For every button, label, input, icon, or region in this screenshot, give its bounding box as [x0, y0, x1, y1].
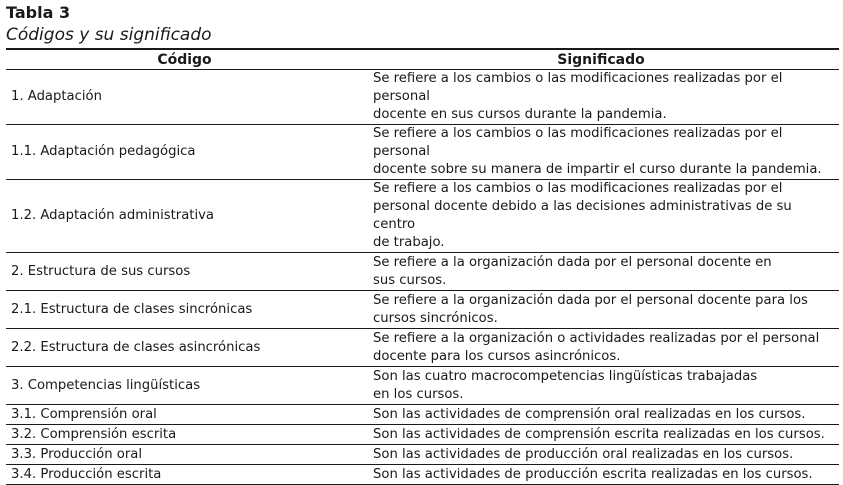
code-cell: 3.1. Comprensión oral: [6, 405, 363, 425]
code-cell: 2.1. Estructura de clases sincrónicas: [6, 291, 363, 329]
meaning-line: docente para los cursos asincrónicos.: [373, 348, 621, 364]
code-cell: 3.4. Producción escrita: [6, 465, 363, 485]
code-cell: 1.1. Adaptación pedagógica: [6, 125, 363, 180]
table-row: [6, 70, 839, 125]
meaning-cell: [363, 291, 839, 329]
meaning-line: cursos sincrónicos.: [373, 310, 498, 326]
table-row: [6, 367, 839, 405]
meaning-cell: [363, 465, 839, 485]
meaning-line: sus cursos.: [373, 272, 447, 288]
table-body: [6, 70, 839, 485]
meaning-cell: [363, 329, 839, 367]
meaning-line: Son las actividades de comprensión escrita realizadas en los cursos.: [373, 426, 825, 442]
header-row: [6, 49, 839, 70]
code-cell: 2.2. Estructura de clases asincrónicas: [6, 329, 363, 367]
meaning-line: Se refiere a la organización o actividades realizadas por el personal: [373, 330, 820, 346]
table-caption: Códigos y su significado: [6, 25, 212, 45]
meaning-line: Se refiere a los cambios o las modificaciones realizadas por el personal: [373, 126, 783, 159]
meaning-line: Son las cuatro macrocompetencias lingüísticas trabajadas: [373, 368, 758, 384]
meaning-cell: [363, 70, 839, 125]
meaning-line: personal docente debido a las decisiones administrativas de su centro: [373, 199, 792, 232]
meaning-line: docente en sus cursos durante la pandemia.: [373, 107, 667, 122]
meaning-line: Se refiere a los cambios o las modificaciones realizadas por el personal: [373, 71, 783, 104]
table-row: [6, 125, 839, 180]
meaning-cell: [363, 125, 839, 180]
meaning-cell: [363, 425, 839, 445]
table-label: Tabla 3: [6, 3, 71, 22]
code-cell: 3.3. Producción oral: [6, 445, 363, 465]
table-row: [6, 425, 839, 445]
table-row: [6, 253, 839, 291]
code-cell: 3.2. Comprensión escrita: [6, 425, 363, 445]
meaning-cell: [363, 405, 839, 425]
code-cell: 1.2. Adaptación administrativa: [6, 180, 363, 253]
meaning-line: docente sobre su manera de impartir el curso durante la pandemia.: [373, 162, 822, 177]
meaning-cell: [363, 253, 839, 291]
code-cell: 3. Competencias lingüísticas: [6, 367, 363, 405]
meaning-line: Se refiere a la organización dada por el personal docente en: [373, 254, 772, 270]
header-code: Código: [6, 49, 363, 70]
meaning-line: Se refiere a los cambios o las modificaciones realizadas por el: [373, 181, 783, 196]
code-cell: 1. Adaptación: [6, 70, 363, 125]
table-row: [6, 465, 839, 485]
header-meaning: Significado: [363, 49, 839, 70]
meaning-line: Son las actividades de comprensión oral realizadas en los cursos.: [373, 406, 806, 422]
table-row: [6, 291, 839, 329]
meaning-line: en los cursos.: [373, 386, 464, 402]
meaning-line: de trabajo.: [373, 235, 445, 250]
meaning-cell: [363, 180, 839, 253]
meaning-line: Son las actividades de producción oral realizadas en los cursos.: [373, 446, 794, 462]
codes-table: [6, 48, 839, 485]
meaning-line: Son las actividades de producción escrita realizadas en los cursos.: [373, 466, 813, 482]
table-row: [6, 405, 839, 425]
meaning-line: Se refiere a la organización dada por el personal docente para los: [373, 292, 808, 308]
code-cell: 2. Estructura de sus cursos: [6, 253, 363, 291]
table-row: [6, 180, 839, 253]
table-row: [6, 329, 839, 367]
meaning-cell: [363, 367, 839, 405]
